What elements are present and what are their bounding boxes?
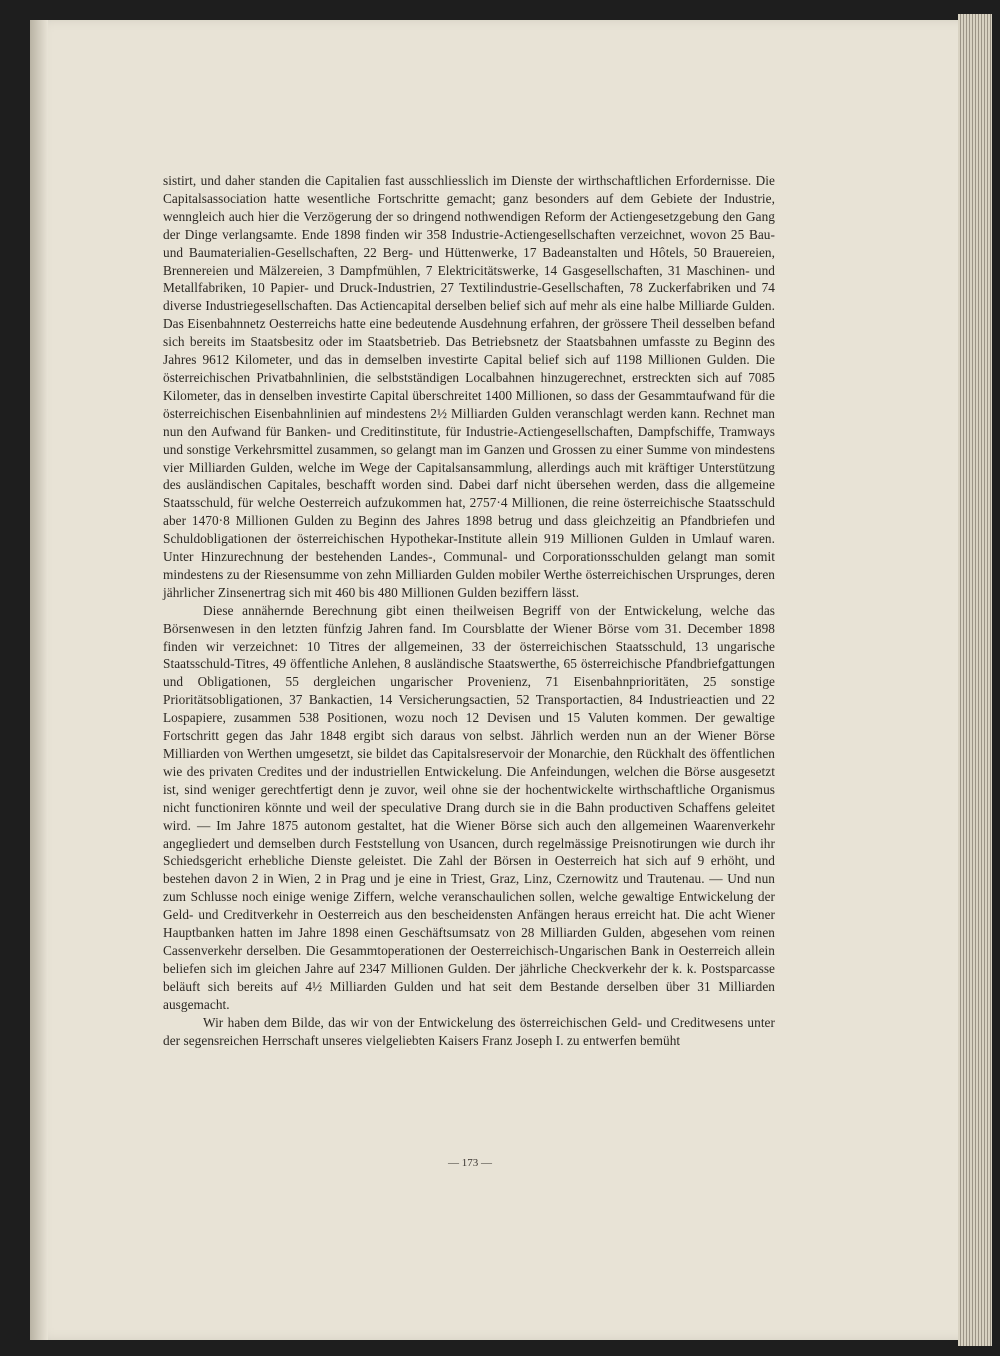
body-text bbox=[163, 172, 775, 1049]
paragraph-2: Diese annähernde Berechnung gibt einen theilweisen Begriff von der Entwickelung, welche das Börsenwesen in den letzten fünfzig Jahren fand. Im Coursblatte der Wiener Börse vom 31. December 1898 finden wir verzeichnet: 10 Titres der allgemeinen, 33 der österreichischen Staatsschuld, 13 ungarische Staatsschuld-Titres, 49 öffentliche Anlehen, 8 ausländische Staatswerthe, 65 österreichische Pfandbriefgattungen und Obligationen, 55 dergleichen ungarischer Provenienz, 71 Eisenbahnprioritäten, 25 sonstige Prioritätsobligationen, 37 Bankactien, 14 Versicherungsactien, 52 Transportactien, 84 Industrieactien und 22 Lospapiere, zusammen 538 Positionen, wozu noch 12 Devisen und 15 Valuten kommen. Der gewaltige Fortschritt gegen das Jahr 1848 ergibt sich daraus von selbst. Jährlich werden nun an der Wiener Börse Milliarden von Werthen umgesetzt, sie bildet das Capitalsreservoir der Monarchie, den Rückhalt des öffentlichen wie des privaten Credites und der industriellen Entwickelung. Die Anfeindungen, welchen die Börse ausgesetzt ist, sind weniger gerechtfertigt denn je zuvor, weil ohne sie der hochentwickelte wirthschaftliche Organismus nicht functioniren könnte und weil der speculative Drang durch sie in die Bahn productiven Schaffens geleitet wird. — Im Jahre 1875 autonom gestaltet, hat die Wiener Börse sich auch den allgemeinen Waarenverkehr angegliedert und demselben durch Feststellung von Usancen, durch regelmässige Preisnotirungen wie durch ihr Schiedsgericht erhebliche Dienste geleistet. Die Zahl der Börsen in Oesterreich hat sich auf 9 erhöht, und bestehen davon 2 in Wien, 2 in Prag und je eine in Triest, Graz, Linz, Czernowitz und Trautenau. — Und nun zum Schlusse noch einige wenige Ziffern, welche veranschaulichen sollen, welche gewaltige Entwickelung der Geld- und Creditverkehr in Oesterreich aus den bescheidensten Anfängen heraus erreicht hat. Die acht Wiener Hauptbanken hatten im Jahre 1898 einen Geschäftsumsatz von 28 Milliarden Gulden, abgesehen vom reinen Cassenverkehr derselben. Die Gesammtoperationen der Oesterreichisch-Ungarischen Bank in Oesterreich allein beliefen sich im gleichen Jahre auf 2347 Millionen Gulden. Der jährliche Checkverkehr der k. k. Postsparcasse beläuft sich bereits auf 4½ Milliarden Gulden und hat seit dem Bestande derselben über 31 Milliarden ausgemacht. bbox=[163, 602, 775, 1012]
page-gutter-shadow bbox=[30, 20, 48, 1340]
paragraph-3: Wir haben dem Bilde, das wir von der Entwickelung des österreichischen Geld- und Creditwesens unter der segensreichen Herrschaft unseres vielgeliebten Kaisers Franz Joseph I. zu entwerfen bemüht bbox=[163, 1014, 775, 1048]
page-number: — 173 — bbox=[448, 1157, 492, 1169]
page-edges bbox=[958, 14, 992, 1346]
paragraph-1: sistirt, und daher standen die Capitalien fast ausschliesslich im Dienste der wirthschaftlichen Erfordernisse. Die Capitalsassociation hatte wesentliche Fortschritte gemacht; ganz besonders auf dem Gebiete der Industrie, wenngleich auch hier die Verzögerung der so dringend nothwendigen Reform der Actiengesetzgebung den Gang der Dinge verlangsamte. Ende 1898 finden wir 358 Industrie-Actiengesellschaften verzeichnet, wovon 25 Bau- und Baumaterialien-Gesellschaften, 22 Berg- und Hüttenwerke, 17 Badeanstalten und Hôtels, 50 Brauereien, Brennereien und Mälzereien, 3 Dampfmühlen, 7 Elektricitätswerke, 14 Gasgesellschaften, 31 Maschinen- und Metallfabriken, 10 Papier- und Druck-Industrien, 27 Textilindustrie-Gesellschaften, 78 Zuckerfabriken und 74 diverse Industriegesellschaften. Das Actiencapital derselben belief sich auf mehr als eine halbe Milliarde Gulden. Das Eisenbahnnetz Oesterreichs hatte eine bedeutende Ausdehnung erfahren, der grössere Theil desselben befand sich bereits im Staatsbesitz oder im Staatsbetrieb. Das Betriebsnetz der Staatsbahnen umfasste zu Beginn des Jahres 9612 Kilometer, und das in demselben investirte Capital belief sich auf 1198 Millionen Gulden. Die österreichischen Privatbahnlinien, die selbstständigen Localbahnen hinzugerechnet, erstreckten sich auf 7085 Kilometer, das in denselben investirte Capital überschreitet 1400 Millionen, so dass der Gesammtaufwand für die österreichischen Eisenbahnlinien auf mindestens 2½ Milliarden Gulden veranschlagt werden kann. Rechnet man nun den Aufwand für Banken- und Creditinstitute, für Industrie-Actiengesellschaften, Dampfschiffe, Tramways und sonstige Verkehrsmittel zusammen, so gelangt man im Ganzen und Grossen zu einer Summe von mindestens vier Milliarden Gulden, welche im Wege der Capitalsansammlung, allerdings auch mit kräftiger Unterstützung des ausländischen Capitales, beschafft worden sind. Dabei darf nicht übersehen werden, dass die allgemeine Staatsschuld, für welche Oesterreich aufzukommen hat, 2757·4 Millionen, die reine österreichische Staatsschuld aber 1470·8 Millionen Gulden zu Beginn des Jahres 1898 betrug und dass gleichzeitig an Pfandbriefen und Schuldobligationen der österreichischen Hypothekar-Institute allein 919 Millionen Gulden in Umlauf waren. Unter Hinzurechnung der bestehenden Landes-, Communal- und Corporationsschulden gelangt man somit mindestens zu der Riesensumme von zehn Milliarden Gulden mobiler Werthe österreichischen Ursprunges, deren jährlicher Zinsenertrag sich mit 460 bis 480 Millionen Gulden beziffern lässt. bbox=[163, 173, 775, 600]
